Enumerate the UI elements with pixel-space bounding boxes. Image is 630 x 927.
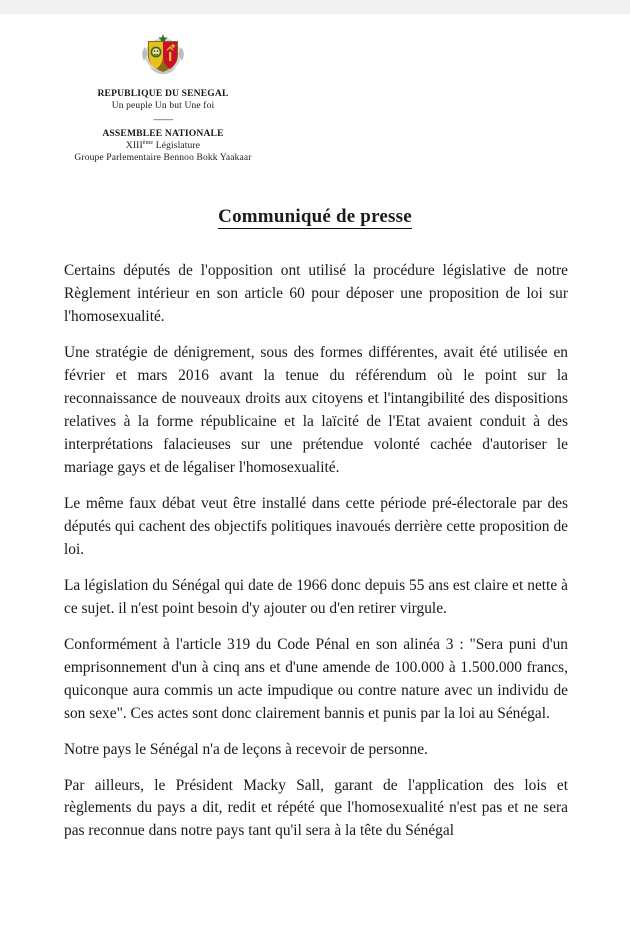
legislature-ordinal-suffix: ème xyxy=(142,139,154,146)
paragraph: Certains députés de l'opposition ont utilisé la procédure législative de notre Règlement intérieur en son article 60 pour déposer une proposition de loi sur l'homosexualité. xyxy=(64,262,568,326)
letterhead-divider: --------- xyxy=(153,115,173,125)
letterhead-group: Groupe Parlementaire Bennoo Bokk Yaakaar xyxy=(74,153,252,164)
paragraph: Par ailleurs, le Président Macky Sall, garant de l'application des lois et règlements du pays a dit, redit et répété que l'homosexualité n'est pas et ne sera pas reconnue dans notre pays tant qu'il sera à la tête du Sénégal xyxy=(64,776,568,840)
top-grey-strip xyxy=(0,0,630,14)
paragraph: Le même faux débat veut être installé dans cette période pré-électorale par des députés qui cachent des objectifs politiques inavoués derrière cette proposition de loi. xyxy=(64,494,568,558)
paragraph: Notre pays le Sénégal n'a de leçons à recevoir de personne. xyxy=(64,740,428,758)
document-page xyxy=(0,14,630,927)
page-title xyxy=(0,206,630,228)
letterhead-legislature xyxy=(58,140,268,152)
letterhead-republic: REPUBLIQUE DU SENEGAL xyxy=(97,88,229,99)
senegal-coat-of-arms-icon xyxy=(137,32,189,78)
letterhead xyxy=(0,14,630,164)
page-title-text: Communiqué de presse xyxy=(218,206,412,228)
paragraph: Une stratégie de dénigrement, sous des formes différentes, avait été utilisée en février et mars 2016 avant la tenue du référendum où le point sur la reconnaissance de nouveaux droits aux citoyens et l'intangibilité des dispositions relatives à la forme républicaine et la laïcité de l'Etat avaient conduit à des interprétations falacieuses sur une prétendue volonté cachée d'autoriser le mariage gays et de légaliser l'homosexualité. xyxy=(64,344,568,477)
paragraph: Conformément à l'article 319 du Code Pénal en son alinéa 3 : "Sera puni d'un emprisonnement d'un à cinq ans et d'une amende de 100.000 à 1.500.000 francs, quiconque aura commis un acte impudique ou contre nature avec un individu de son sexe". Ces actes sont donc clairement bannis et punis par la loi au Sénégal. xyxy=(64,635,568,722)
legislature-number: XIII xyxy=(125,141,143,152)
paragraph: La législation du Sénégal qui date de 1966 donc depuis 55 ans est claire et nette à ce sujet. il n'est point besoin d'y ajouter ou d'en retirer virgule. xyxy=(64,576,568,617)
document-body xyxy=(0,228,630,843)
emblem-container xyxy=(58,32,268,78)
legislature-word: Législature xyxy=(153,141,201,152)
letterhead-text-block xyxy=(58,88,268,164)
letterhead-assembly: ASSEMBLEE NATIONALE xyxy=(102,127,224,139)
letterhead-motto: Un peuple Un but Une foi xyxy=(111,101,215,112)
